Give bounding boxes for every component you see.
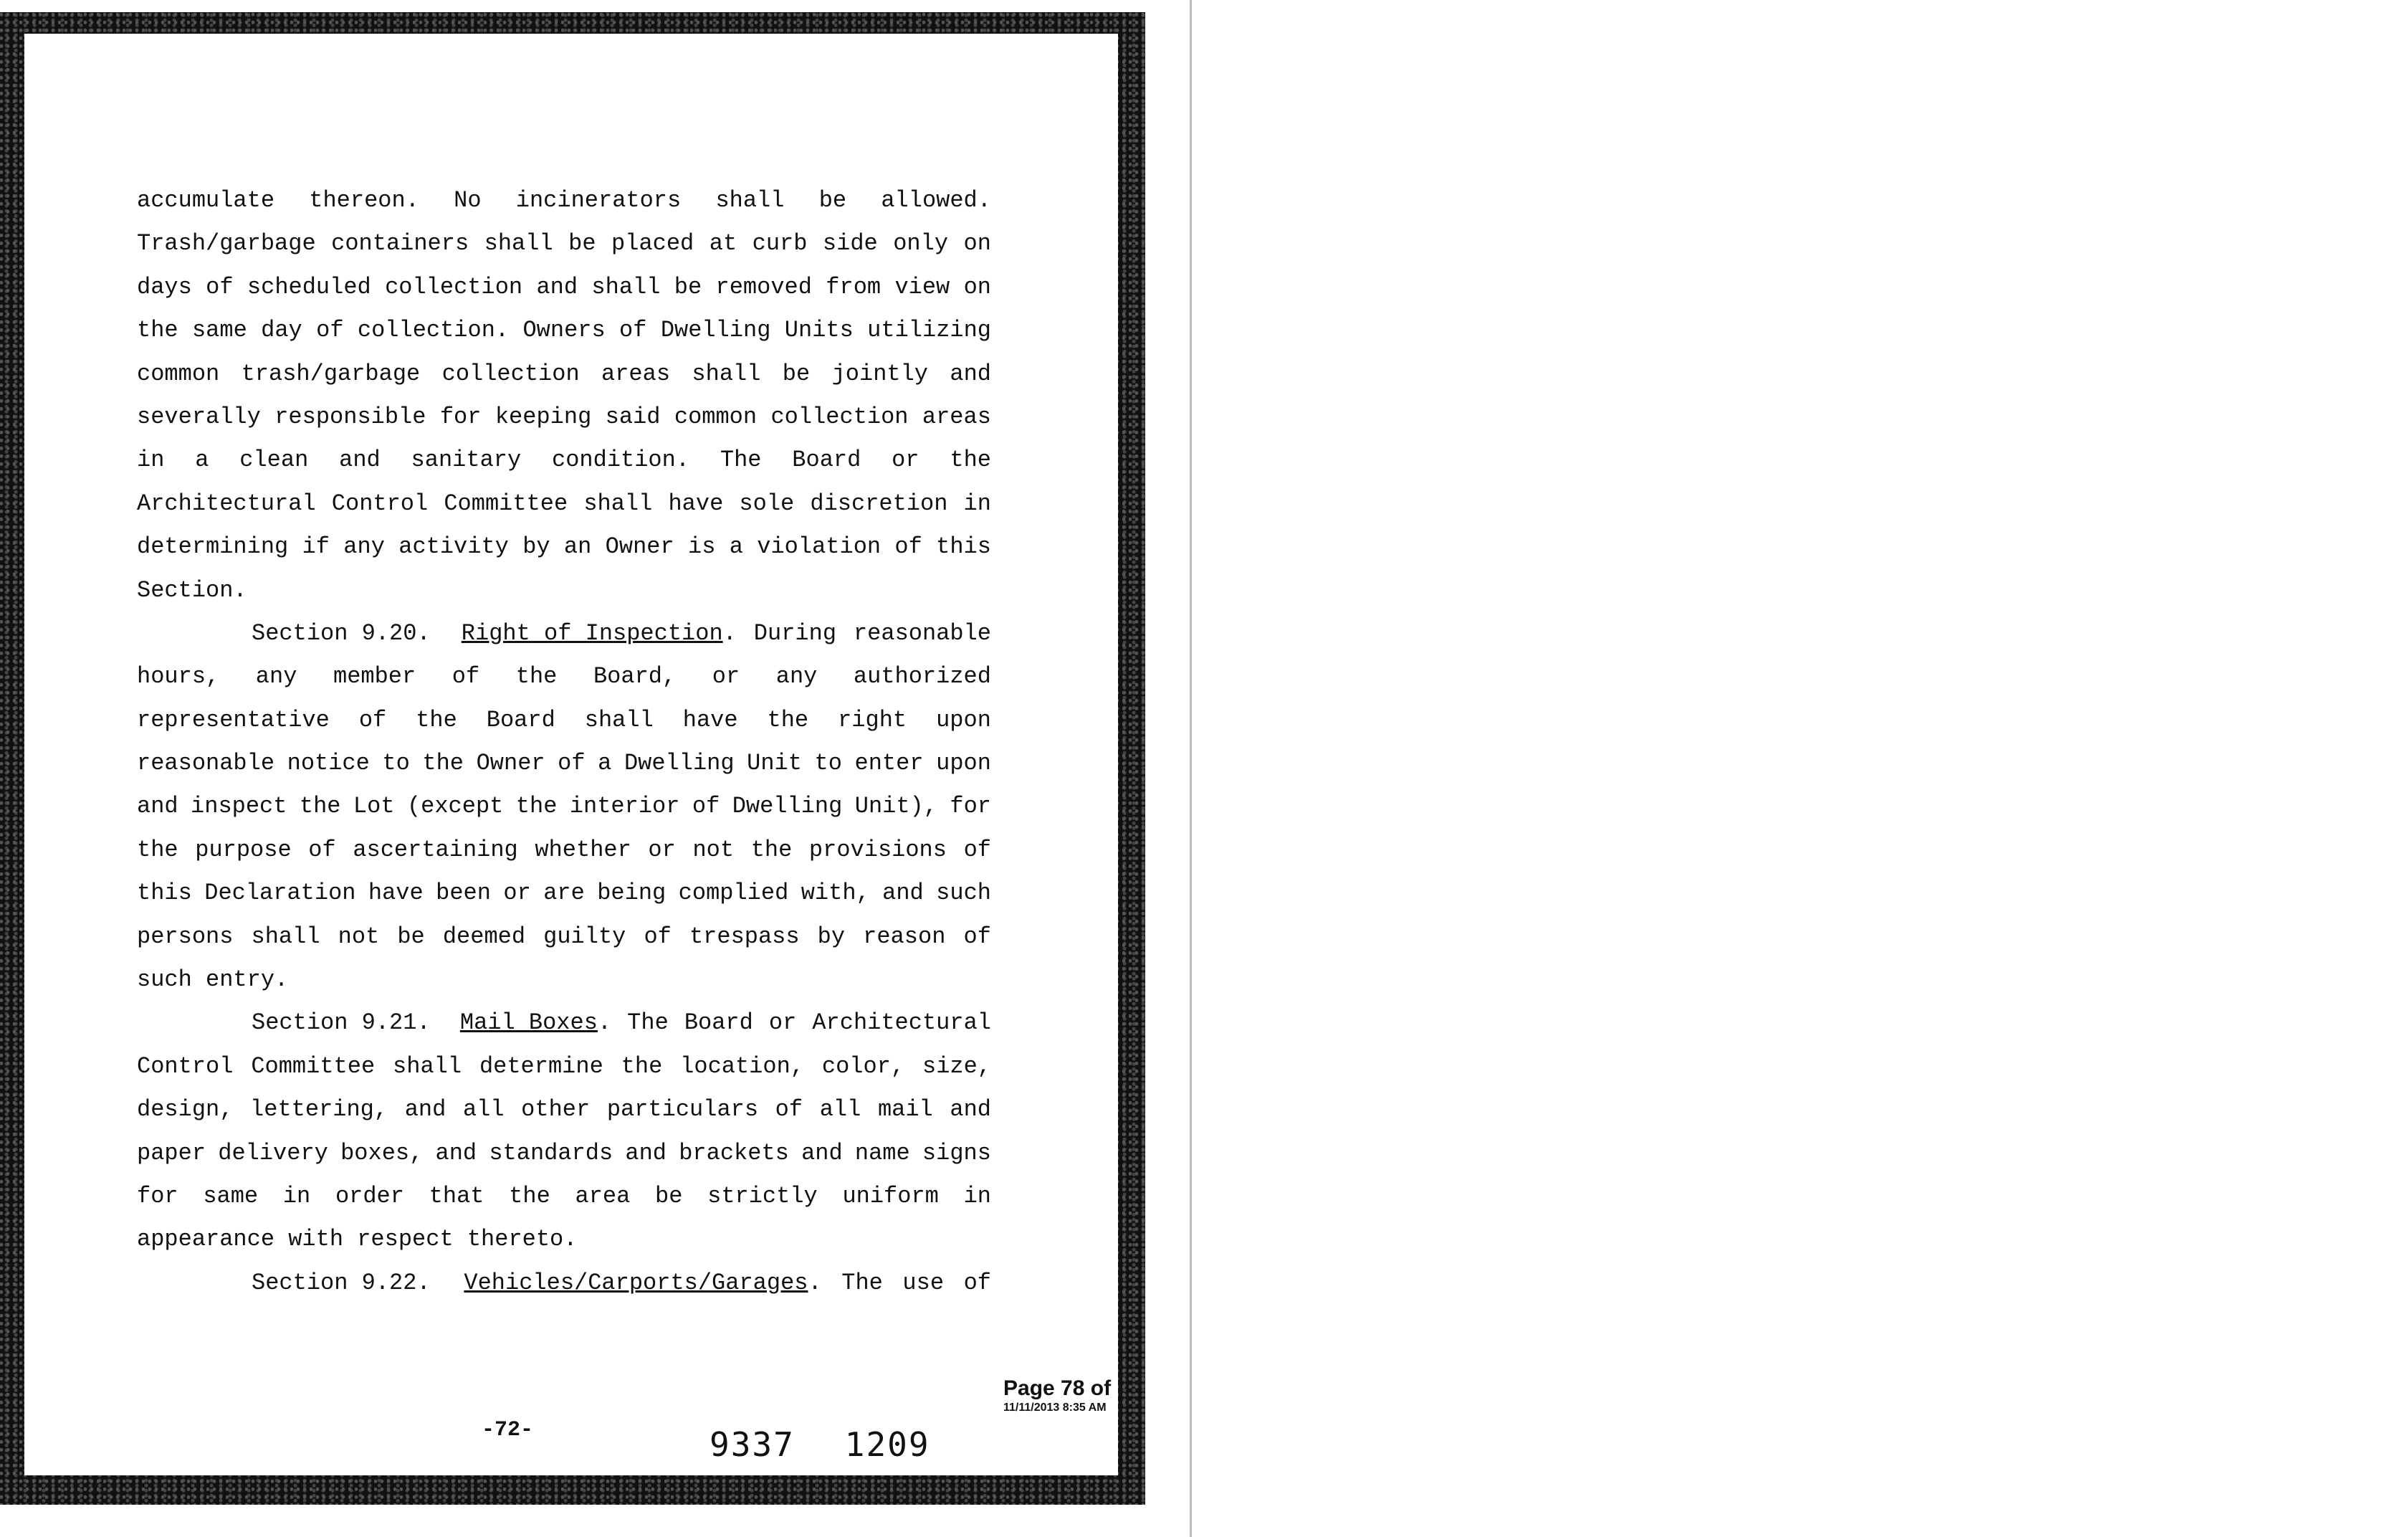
text-word: the bbox=[422, 750, 464, 777]
text-word: the bbox=[767, 706, 809, 733]
text-word: respect bbox=[357, 1226, 454, 1253]
text-word: and bbox=[536, 273, 578, 300]
text-word: such bbox=[137, 966, 192, 994]
text-word: not bbox=[692, 836, 735, 863]
text-word: from bbox=[826, 273, 882, 300]
text-word: this bbox=[137, 880, 192, 907]
text-word: if bbox=[302, 533, 330, 561]
text-line bbox=[137, 439, 991, 482]
text-line bbox=[137, 872, 991, 915]
text-word: areas bbox=[601, 360, 671, 387]
text-line bbox=[137, 569, 991, 612]
text-word: right bbox=[838, 706, 907, 733]
text-word: sole bbox=[739, 490, 795, 517]
text-line bbox=[137, 309, 991, 352]
text-word: all bbox=[819, 1096, 861, 1123]
text-word: delivery bbox=[218, 1139, 328, 1166]
text-line bbox=[137, 1262, 991, 1305]
text-word: interior bbox=[569, 793, 680, 820]
text-line bbox=[137, 829, 991, 872]
text-word: of bbox=[894, 533, 922, 561]
text-word: same bbox=[203, 1182, 259, 1209]
text-word: activity bbox=[398, 533, 509, 561]
text-line bbox=[137, 612, 991, 655]
text-word: and bbox=[882, 880, 924, 907]
text-line bbox=[137, 482, 991, 525]
text-word: reason bbox=[863, 923, 946, 950]
text-word: of bbox=[775, 1096, 803, 1123]
text-word: the bbox=[416, 706, 457, 733]
text-line bbox=[137, 1132, 991, 1175]
text-word: on bbox=[963, 230, 991, 257]
text-word: being bbox=[597, 880, 666, 907]
text-word: reasonable bbox=[137, 750, 275, 777]
text-word: brackets bbox=[679, 1139, 789, 1166]
text-word: shall bbox=[692, 360, 761, 387]
text-word: collection bbox=[770, 403, 909, 430]
text-word: and bbox=[801, 1139, 843, 1166]
text-word: enter bbox=[854, 750, 924, 777]
text-word: on bbox=[963, 273, 991, 300]
text-word: and bbox=[435, 1139, 477, 1166]
text-word: Section 9.22. bbox=[252, 1269, 431, 1296]
text-word: During bbox=[753, 619, 837, 647]
text-word: representative bbox=[137, 706, 330, 733]
text-line bbox=[137, 958, 991, 1001]
text-word: trash/garbage bbox=[241, 360, 421, 387]
text-word: that bbox=[429, 1182, 484, 1209]
text-word: keeping bbox=[494, 403, 592, 430]
text-word: strictly bbox=[707, 1182, 818, 1209]
text-word: discretion bbox=[810, 490, 948, 517]
page-stamp bbox=[1003, 1376, 1168, 1415]
text-word: design, bbox=[137, 1096, 234, 1123]
text-word: particulars bbox=[606, 1096, 759, 1123]
text-word: Dwelling bbox=[732, 793, 843, 820]
text-word: persons bbox=[137, 923, 234, 950]
text-word: of bbox=[619, 317, 647, 344]
text-word: Unit bbox=[747, 750, 802, 777]
text-word: sanitary bbox=[411, 447, 522, 474]
text-word: have bbox=[682, 706, 738, 733]
text-word: Trash/garbage bbox=[137, 230, 316, 257]
text-word: be bbox=[782, 360, 811, 387]
text-word: at bbox=[709, 230, 737, 257]
text-word: purpose bbox=[195, 836, 292, 863]
text-word: be bbox=[674, 273, 702, 300]
text-word: authorized bbox=[853, 663, 991, 690]
text-word: not bbox=[338, 923, 380, 950]
text-word: or bbox=[503, 880, 531, 907]
text-word: of bbox=[206, 273, 234, 300]
book-page-reference bbox=[710, 1425, 980, 1464]
text-word: be bbox=[568, 230, 596, 257]
text-word: or bbox=[892, 447, 919, 474]
text-word: with bbox=[288, 1226, 344, 1253]
text-line bbox=[137, 915, 991, 958]
text-line bbox=[137, 1088, 991, 1131]
text-word: Committee bbox=[251, 1052, 376, 1080]
text-word: Architectural bbox=[812, 1009, 991, 1037]
text-word: scheduled bbox=[247, 273, 371, 300]
text-word: the bbox=[509, 1182, 550, 1209]
text-word: any bbox=[775, 663, 818, 690]
text-word: paper bbox=[137, 1139, 206, 1166]
text-word: in bbox=[963, 1182, 991, 1209]
text-word: of bbox=[316, 317, 344, 344]
text-word: Mail Boxes. bbox=[459, 1009, 612, 1037]
text-word: this bbox=[936, 533, 991, 561]
text-word: jointly bbox=[831, 360, 928, 387]
text-word: accumulate bbox=[137, 187, 275, 214]
text-word: size, bbox=[922, 1052, 991, 1080]
text-word: Board bbox=[486, 706, 555, 733]
text-word: notice bbox=[287, 750, 370, 777]
text-line bbox=[137, 266, 991, 309]
text-word: determine bbox=[479, 1052, 603, 1080]
text-word: (except bbox=[406, 793, 504, 820]
text-word: condition. bbox=[552, 447, 690, 474]
text-word: and bbox=[137, 793, 178, 820]
text-word: are bbox=[543, 880, 585, 907]
text-word: deemed bbox=[442, 923, 526, 950]
text-word: of bbox=[308, 836, 336, 863]
stamp-timestamp: 11/11/2013 8:35 AM bbox=[1003, 1402, 1107, 1414]
text-word: of bbox=[963, 836, 991, 863]
text-line bbox=[137, 785, 991, 828]
text-word: lettering, bbox=[250, 1096, 388, 1123]
text-line bbox=[137, 222, 991, 265]
text-line bbox=[137, 1001, 991, 1045]
text-word: upon bbox=[936, 706, 991, 733]
page-count-label: Page 78 of bbox=[1003, 1376, 1112, 1400]
text-line bbox=[137, 1175, 991, 1218]
text-word: collection. bbox=[357, 317, 510, 344]
text-word: a bbox=[195, 447, 209, 474]
text-word: severally bbox=[137, 403, 261, 430]
text-word: whether bbox=[535, 836, 631, 863]
text-word: use bbox=[902, 1269, 945, 1296]
page-number: -72- bbox=[482, 1418, 534, 1442]
text-word: reasonable bbox=[853, 619, 991, 647]
text-line bbox=[137, 1045, 991, 1088]
text-word: complied bbox=[678, 880, 789, 907]
viewer-divider bbox=[1190, 0, 1192, 1537]
text-line bbox=[137, 525, 991, 568]
text-word: or bbox=[768, 1009, 797, 1037]
text-word: trespass bbox=[689, 923, 800, 950]
text-word: mail bbox=[877, 1096, 933, 1123]
text-word: be bbox=[655, 1182, 683, 1209]
text-word: Owners bbox=[522, 317, 606, 344]
text-word: signs bbox=[922, 1139, 991, 1166]
text-word: standards bbox=[489, 1139, 613, 1166]
text-word: side bbox=[822, 230, 878, 257]
text-word: responsible bbox=[274, 403, 426, 430]
text-word: ascertaining bbox=[353, 836, 518, 863]
text-word: to bbox=[382, 750, 410, 777]
text-word: have bbox=[668, 490, 724, 517]
text-word: Vehicles/Carports/Garages. bbox=[464, 1269, 822, 1296]
text-word: thereto. bbox=[467, 1226, 578, 1253]
text-word: for bbox=[950, 793, 991, 820]
text-word: be bbox=[818, 187, 847, 214]
text-word: Dwelling bbox=[624, 750, 735, 777]
text-word: containers bbox=[331, 230, 469, 257]
text-word: Section. bbox=[137, 576, 247, 604]
text-word: appearance bbox=[137, 1226, 275, 1253]
text-word: utilizing bbox=[867, 317, 991, 344]
text-line bbox=[137, 396, 991, 439]
text-word: incinerators bbox=[515, 187, 682, 214]
text-word: is bbox=[688, 533, 716, 561]
text-line bbox=[137, 353, 991, 396]
text-word: to bbox=[814, 750, 842, 777]
text-word: only bbox=[893, 230, 949, 257]
text-word: guilty bbox=[543, 923, 626, 950]
text-word: in bbox=[137, 447, 165, 474]
text-word: or bbox=[648, 836, 676, 863]
text-word: shall bbox=[715, 187, 785, 214]
text-line bbox=[137, 742, 991, 785]
text-word: same bbox=[191, 317, 247, 344]
text-word: common bbox=[137, 360, 220, 387]
text-word: for bbox=[137, 1182, 178, 1209]
text-word: boxes, bbox=[340, 1139, 424, 1166]
text-word: in bbox=[282, 1182, 311, 1209]
text-word: be bbox=[397, 923, 425, 950]
text-line bbox=[137, 179, 991, 222]
text-word: of bbox=[692, 793, 720, 820]
text-word: color, bbox=[821, 1052, 905, 1080]
text-word: The bbox=[627, 1009, 669, 1037]
text-word: with, bbox=[801, 880, 870, 907]
text-word: member bbox=[333, 663, 416, 690]
text-word: entry. bbox=[206, 966, 289, 994]
text-word: area bbox=[575, 1182, 631, 1209]
text-word: of bbox=[358, 706, 387, 733]
text-word: by bbox=[522, 533, 550, 561]
text-word: for bbox=[439, 403, 482, 430]
text-word: of bbox=[963, 1269, 991, 1296]
text-word: location, bbox=[680, 1052, 804, 1080]
text-word: and bbox=[339, 447, 381, 474]
text-word: inspect bbox=[191, 793, 287, 820]
text-word: curb bbox=[752, 230, 808, 257]
text-word: any bbox=[343, 533, 385, 561]
text-word: No bbox=[454, 187, 482, 214]
text-word: provisions bbox=[808, 836, 947, 863]
text-word: removed bbox=[715, 273, 812, 300]
text-word: the bbox=[515, 793, 558, 820]
text-word: name bbox=[854, 1139, 910, 1166]
text-word: or bbox=[712, 663, 740, 690]
text-word: been bbox=[436, 880, 491, 907]
text-word: shall bbox=[583, 490, 653, 517]
text-word: collection bbox=[441, 360, 580, 387]
document-body bbox=[137, 179, 991, 1305]
text-word: an bbox=[563, 533, 592, 561]
text-word: The bbox=[720, 447, 762, 474]
text-word: the bbox=[515, 663, 558, 690]
text-word: Lot bbox=[353, 793, 395, 820]
text-word: uniform bbox=[842, 1182, 939, 1209]
text-word: days bbox=[137, 273, 192, 300]
text-word: Section 9.21. bbox=[252, 1009, 431, 1037]
text-word: Board bbox=[792, 447, 861, 474]
text-word: thereon. bbox=[309, 187, 419, 214]
text-word: hours, bbox=[137, 663, 220, 690]
text-word: Dwelling bbox=[660, 317, 771, 344]
text-word: Board bbox=[684, 1009, 753, 1037]
text-word: a bbox=[729, 533, 743, 561]
text-word: said bbox=[605, 403, 661, 430]
text-word: areas bbox=[922, 403, 991, 430]
text-word: any bbox=[255, 663, 297, 690]
text-word: Board, bbox=[593, 663, 677, 690]
text-word: and bbox=[404, 1096, 446, 1123]
text-word: collection bbox=[385, 273, 523, 300]
text-word: Right of Inspection. bbox=[461, 619, 737, 647]
text-word: The bbox=[841, 1269, 883, 1296]
text-line bbox=[137, 655, 991, 698]
text-word: of bbox=[452, 663, 480, 690]
text-word: the bbox=[137, 317, 178, 344]
text-word: day bbox=[261, 317, 302, 344]
text-word: Section 9.20. bbox=[252, 619, 431, 647]
text-word: Unit), bbox=[854, 793, 937, 820]
text-word: such bbox=[936, 880, 991, 907]
text-word: allowed. bbox=[881, 187, 991, 214]
text-word: Owner bbox=[476, 750, 545, 777]
text-word: placed bbox=[611, 230, 694, 257]
text-word: violation bbox=[757, 533, 882, 561]
text-word: shall bbox=[584, 706, 654, 733]
text-word: all bbox=[462, 1096, 505, 1123]
text-word: determining bbox=[137, 533, 289, 561]
text-word: by bbox=[817, 923, 846, 950]
text-word: shall bbox=[393, 1052, 462, 1080]
text-word: shall bbox=[484, 230, 553, 257]
text-word: view bbox=[894, 273, 950, 300]
text-word: other bbox=[521, 1096, 591, 1123]
text-word: the bbox=[137, 836, 178, 863]
text-word: upon bbox=[936, 750, 991, 777]
text-word: the bbox=[299, 793, 341, 820]
text-word: of bbox=[558, 750, 586, 777]
text-word: clean bbox=[239, 447, 309, 474]
text-word: and bbox=[950, 360, 991, 387]
text-word: Declaration bbox=[204, 880, 356, 907]
text-word: the bbox=[750, 836, 793, 863]
text-word: Owner bbox=[605, 533, 674, 561]
book-number: 9337 bbox=[710, 1425, 795, 1464]
text-word: Units bbox=[784, 317, 854, 344]
text-word: Architectural bbox=[137, 490, 316, 517]
text-word: the bbox=[950, 447, 991, 474]
text-word: order bbox=[335, 1182, 404, 1209]
text-word: Control bbox=[331, 490, 429, 517]
text-word: common bbox=[674, 403, 758, 430]
text-word: of bbox=[644, 923, 672, 950]
text-word: Control bbox=[137, 1052, 234, 1080]
text-word: in bbox=[963, 490, 991, 517]
text-word: Committee bbox=[444, 490, 568, 517]
text-word: the bbox=[621, 1052, 663, 1080]
text-word: shall bbox=[591, 273, 661, 300]
text-word: a bbox=[598, 750, 612, 777]
page-reference-number: 1209 bbox=[844, 1425, 930, 1464]
text-line bbox=[137, 699, 991, 742]
text-word: shall bbox=[251, 923, 320, 950]
text-word: and bbox=[950, 1096, 991, 1123]
text-word: have bbox=[368, 880, 424, 907]
text-line bbox=[137, 1218, 991, 1261]
text-word: of bbox=[963, 923, 991, 950]
text-word: and bbox=[625, 1139, 666, 1166]
